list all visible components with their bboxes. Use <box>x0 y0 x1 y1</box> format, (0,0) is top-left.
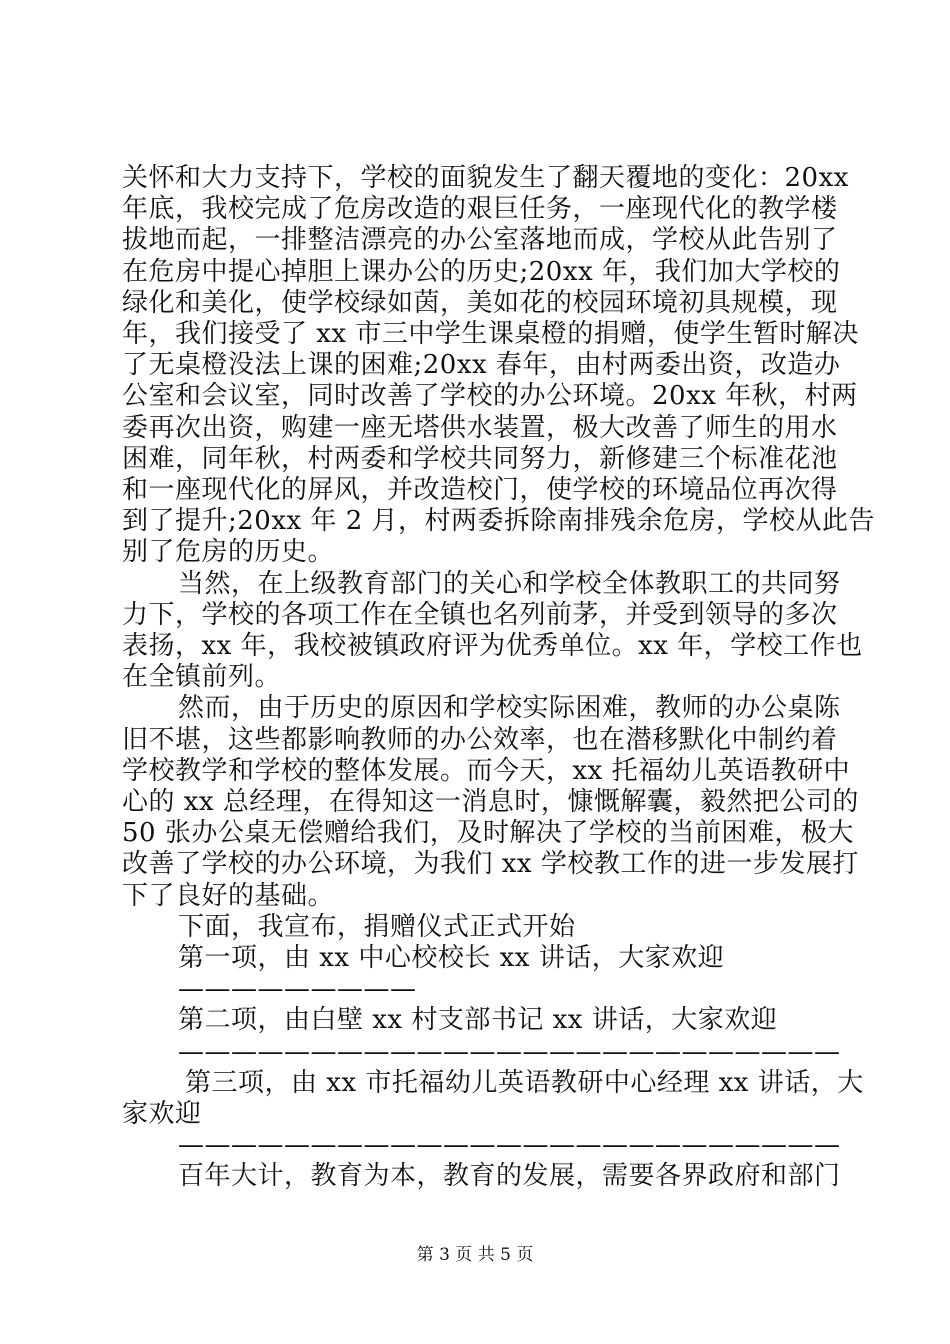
page-footer: 第 3 页 共 5 页 <box>416 1245 534 1265</box>
text-line: 学校教学和学校的整体发展。而今天，xx 托福幼儿英语教研中 <box>122 756 851 786</box>
text-line: 拔地而起，一排整洁漂亮的办公室落地而成，学校从此告别了 <box>122 225 838 255</box>
text-line: 在危房中提心掉胆上课办公的历史;20xx 年，我们加大学校的 <box>122 257 841 287</box>
text-line: 在全镇前列。 <box>122 662 282 692</box>
text-line: 和一座现代化的屏风，并改造校门，使学校的环境品位再次得 <box>122 475 838 505</box>
text-line: 绿化和美化，使学校绿如茵，美如花的校园环境初具规模，现 <box>122 288 838 318</box>
text-line: 旧不堪，这些都影响教师的办公效率，也在潜移默化中制约着 <box>122 725 838 755</box>
text-line: ————————————————————————— <box>178 1130 841 1160</box>
text-line: 第三项，由 xx 市托福幼儿英语教研中心经理 xx 讲话，大 <box>185 1068 864 1098</box>
text-line: 第二项，由白壁 xx 村支部书记 xx 讲话，大家欢迎 <box>178 1005 778 1035</box>
text-line: 改善了学校的办公环境，为我们 xx 学校教工作的进一步发展打 <box>122 849 859 879</box>
text-line: 年底，我校完成了危房改造的艰巨任务，一座现代化的教学楼 <box>122 194 838 224</box>
text-line: 然而，由于历史的原因和学校实际困难，教师的办公桌陈 <box>178 693 841 723</box>
text-line: 家欢迎 <box>122 1099 202 1129</box>
text-line: 困难，同年秋，村两委和学校共同努力，新修建三个标准花池 <box>122 444 838 474</box>
text-line: 力下，学校的各项工作在全镇也名列前茅，并受到领导的多次 <box>122 600 838 630</box>
text-line: 了无桌橙没法上课的困难;20xx 春年，由村两委出资，改造办 <box>122 350 841 380</box>
text-line: 下了良好的基础。 <box>122 881 335 911</box>
text-line: 50 张办公桌无偿赠给我们，及时解决了学校的当前困难，极大 <box>122 818 854 848</box>
text-line: 公室和会议室，同时改善了学校的办公环境。20xx 年秋，村两 <box>122 381 858 411</box>
text-line: 关怀和大力支持下，学校的面貌发生了翻天覆地的变化：20xx <box>122 163 849 193</box>
text-line: 委再次出资，购建一座无塔供水装置，极大改善了师生的用水 <box>122 413 838 443</box>
text-line: 心的 xx 总经理，在得知这一消息时，慷慨解囊，毅然把公司的 <box>122 787 859 817</box>
text-line: 第一项，由 xx 中心校校长 xx 讲话，大家欢迎 <box>178 943 725 973</box>
text-line: ————————— <box>178 974 417 1004</box>
text-line: 年，我们接受了 xx 市三中学生课桌橙的捐赠，使学生暂时解决 <box>122 319 859 349</box>
text-line: 当然，在上级教育部门的关心和学校全体教职工的共同努 <box>178 569 841 599</box>
text-line: 别了危房的历史。 <box>122 537 335 567</box>
text-line: 到了提升;20xx 年 2 月，村两委拆除南排残余危房，学校从此告 <box>122 506 876 536</box>
text-line: 表扬，xx 年，我校被镇政府评为优秀单位。xx 年，学校工作也 <box>122 631 863 661</box>
text-line: ————————————————————————— <box>178 1037 841 1067</box>
text-line: 下面，我宣布，捐赠仪式正式开始 <box>178 912 576 942</box>
text-line: 百年大计，教育为本，教育的发展，需要各界政府和部门 <box>178 1161 841 1191</box>
